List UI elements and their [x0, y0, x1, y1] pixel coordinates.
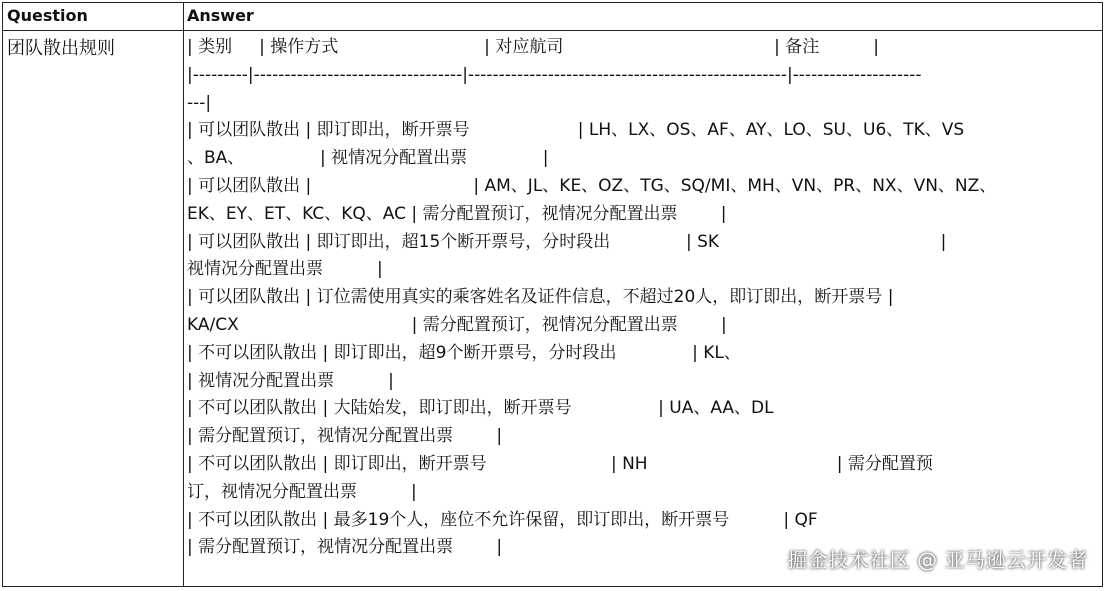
- watermark: 掘金技术社区 @ 亚马逊云开发者: [787, 548, 1088, 572]
- header-divider: [3, 30, 1102, 31]
- answer-line: | 可以团队散出 | 即订即出，断开票号 | LH、LX、OS、AF、AY、LO、SU、U6、TK、VS: [187, 120, 965, 141]
- answer-cell: [187, 34, 1095, 562]
- answer-line: 、BA、 | 视情况分配置出票 |: [187, 148, 549, 169]
- answer-line: | 不可以团队散出 | 大陆始发，即订即出，断开票号 | UA、AA、DL: [187, 398, 774, 419]
- answer-line: 视情况分配置出票 |: [187, 259, 383, 280]
- column-divider: [183, 3, 184, 586]
- answer-line: | 类别 | 操作方式 | 对应航司 | 备注 |: [187, 37, 879, 57]
- answer-line: | 可以团队散出 | 即订即出，超15个断开票号，分时段出 | SK |: [187, 231, 947, 252]
- answer-line: | 可以团队散出 | 订位需使用真实的乘客姓名及证件信息，不超过20人，即订即出，断开票号 |: [187, 287, 894, 308]
- answer-column-header: Answer: [187, 6, 254, 25]
- answer-line: | 需分配置预订，视情况分配置出票 |: [187, 426, 503, 447]
- answer-line: | 不可以团队散出 | 最多19个人，座位不允许保留，即订即出，断开票号 | QF: [187, 509, 818, 530]
- answer-line: | 视情况分配置出票 |: [187, 370, 394, 391]
- question-cell: 团队散出规则: [7, 38, 115, 59]
- answer-line: | 不可以团队散出 | 即订即出，断开票号 | NH | 需分配置预: [187, 453, 933, 474]
- qa-table: [2, 2, 1103, 587]
- question-column-header: Question: [7, 6, 88, 25]
- answer-line: | 不可以团队散出 | 即订即出，超9个断开票号，分时段出 | KL、: [187, 342, 741, 363]
- answer-line: 订，视情况分配置出票 |: [187, 481, 417, 502]
- answer-line: |---------|----------------------------------|----------------------------------------------------|---------------------: [187, 64, 922, 85]
- answer-line: | 可以团队散出 | | AM、JL、KE、OZ、TG、SQ/MI、MH、VN、PR、NX、VN、NZ、: [187, 175, 997, 196]
- answer-line: KA/CX | 需分配置预订，视情况分配置出票 |: [187, 314, 727, 335]
- answer-line: ---|: [187, 92, 212, 113]
- answer-line: EK、EY、ET、KC、KQ、AC | 需分配置预订，视情况分配置出票 |: [187, 203, 727, 224]
- answer-line: | 需分配置预订，视情况分配置出票 |: [187, 537, 503, 558]
